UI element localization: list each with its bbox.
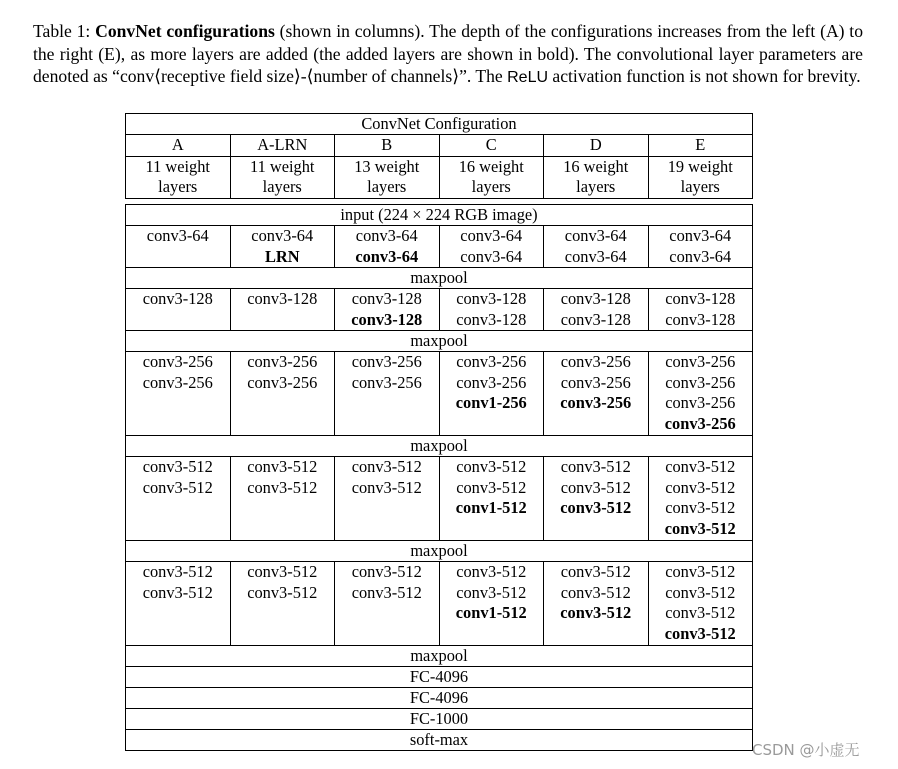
config-name-a-lrn: A-LRN (230, 135, 335, 157)
config-depth-d (544, 156, 649, 198)
layer-label: conv3-512 (665, 582, 736, 602)
layer-label: conv3-128 (665, 289, 736, 308)
fc-row: FC-1000 (126, 709, 753, 730)
block-cell (439, 289, 544, 331)
caption-title: ConvNet configurations (95, 21, 275, 41)
layer-label: conv3-64 (251, 226, 314, 245)
fc-row: FC-4096 (126, 688, 753, 709)
conv-block-2 (126, 289, 753, 331)
layer-label: conv3-512 (560, 603, 632, 622)
layer-label: conv3-128 (665, 309, 736, 329)
layer-label: conv3-256 (456, 352, 527, 371)
layer-label: conv1-512 (455, 603, 527, 622)
layer-label: conv3-512 (665, 603, 736, 622)
layer-label: conv3-512 (665, 477, 736, 497)
config-name-b: B (335, 135, 440, 157)
depth-unit: layers (367, 177, 407, 196)
input-row: input (224 × 224 RGB image) (126, 205, 753, 226)
layer-label: conv3-512 (142, 582, 213, 602)
block-cell (648, 226, 753, 268)
layer-label: conv3-128 (351, 289, 422, 308)
config-body-table (125, 204, 753, 751)
config-depth-a-lrn (230, 156, 335, 198)
block-cell (648, 289, 753, 331)
block-cell (126, 226, 231, 268)
layer-label: conv3-128 (560, 309, 631, 329)
layer-label: conv3-256 (665, 393, 736, 412)
layer-label: conv3-256 (247, 352, 318, 371)
config-name-e: E (648, 135, 753, 157)
block-cell (648, 457, 753, 541)
block-cell (335, 562, 440, 646)
maxpool-row: maxpool (126, 436, 753, 457)
layer-label: conv3-512 (142, 562, 213, 581)
layer-label: conv3-512 (351, 477, 422, 497)
layer-label: conv3-64 (460, 246, 523, 266)
layer-label: conv3-512 (247, 582, 318, 602)
layer-label: conv3-512 (351, 582, 422, 602)
layer-label: conv3-256 (142, 352, 213, 371)
depth-unit: layers (576, 177, 616, 196)
depth-unit: layers (158, 177, 198, 196)
layer-label: conv3-128 (456, 309, 527, 329)
block-cell (544, 352, 649, 436)
layer-label: conv3-256 (665, 372, 736, 392)
layer-label: conv3-512 (665, 457, 736, 476)
maxpool-row: maxpool (126, 646, 753, 667)
config-depth-c (439, 156, 544, 198)
layer-label: conv3-64 (669, 246, 732, 266)
block-cell (439, 352, 544, 436)
layer-label: conv3-512 (247, 477, 318, 497)
block-cell (648, 352, 753, 436)
layer-label: conv3-512 (664, 623, 736, 643)
maxpool-row: maxpool (126, 268, 753, 289)
layer-label: conv3-256 (665, 352, 736, 371)
layer-label: conv3-256 (142, 372, 213, 392)
caption-label: Table 1: (33, 21, 91, 41)
conv-block-4 (126, 457, 753, 541)
config-depth-e (648, 156, 753, 198)
config-name-a: A (126, 135, 231, 157)
layer-label: conv3-512 (351, 457, 422, 476)
layer-label: conv3-512 (142, 477, 213, 497)
block-cell (439, 562, 544, 646)
layer-label: conv3-64 (564, 226, 627, 245)
block-cell (335, 289, 440, 331)
layer-label: conv3-64 (355, 226, 418, 245)
layer-label: conv3-128 (247, 289, 318, 308)
layer-label: conv3-512 (351, 562, 422, 581)
layer-label: conv3-256 (247, 372, 318, 392)
table-caption (33, 20, 863, 90)
maxpool-row: maxpool (126, 331, 753, 352)
layer-label: conv3-512 (456, 562, 527, 581)
caption-text-2: activation function is not shown for brevity. (548, 66, 861, 86)
block-cell (126, 457, 231, 541)
block-cell (544, 289, 649, 331)
layer-label: conv3-256 (351, 352, 422, 371)
block-cell (230, 457, 335, 541)
block-cell (126, 289, 231, 331)
layer-label: conv3-512 (560, 562, 631, 581)
depth-count: 11 weight (250, 156, 315, 176)
layer-label: conv3-64 (146, 226, 209, 245)
layer-label: conv3-256 (560, 372, 631, 392)
layer-label: conv3-512 (560, 477, 631, 497)
depth-unit: layers (262, 177, 302, 196)
layer-label: conv3-512 (456, 477, 527, 497)
block-cell (335, 352, 440, 436)
layer-label: conv1-512 (455, 498, 527, 517)
table-title: ConvNet Configuration (126, 114, 753, 135)
block-cell (544, 457, 649, 541)
conv-block-5 (126, 562, 753, 646)
block-cell (230, 352, 335, 436)
depth-count: 16 weight (458, 156, 524, 176)
block-cell (439, 457, 544, 541)
layer-label: conv1-256 (455, 393, 527, 412)
caption-relu: ReLU (507, 69, 549, 86)
layer-label: conv3-256 (664, 413, 736, 433)
layer-label: conv3-512 (560, 582, 631, 602)
conv-block-1 (126, 226, 753, 268)
depth-count: 16 weight (563, 156, 629, 176)
layer-label: conv3-64 (460, 226, 523, 245)
layer-label: conv3-512 (142, 457, 213, 476)
layer-label: conv3-512 (456, 457, 527, 476)
layer-label: conv3-256 (456, 372, 527, 392)
depth-unit: layers (680, 177, 720, 196)
layer-label: conv3-512 (247, 562, 318, 581)
config-depth-a (126, 156, 231, 198)
block-cell (544, 226, 649, 268)
layer-label: conv3-512 (247, 457, 318, 476)
layer-label: conv3-128 (142, 289, 213, 308)
config-name-d: D (544, 135, 649, 157)
block-cell (648, 562, 753, 646)
caption-text-1: (shown in columns). The depth of the configurations increases from the left (A) to the right (E), as more layers are added (the added layers are shown in bold). The convolutional layer parameters are denoted as “conv⟨receptive field size⟩-⟨number of channels⟩”. The (33, 21, 863, 86)
block-cell (335, 226, 440, 268)
layer-label: conv3-512 (560, 498, 632, 517)
block-cell (126, 562, 231, 646)
layer-label: conv3-128 (351, 309, 423, 329)
block-cell (335, 457, 440, 541)
layer-label: conv3-64 (564, 246, 627, 266)
layer-label: conv3-256 (560, 393, 632, 412)
block-cell (126, 352, 231, 436)
fc-row: soft-max (126, 730, 753, 751)
layer-label: conv3-128 (456, 289, 527, 308)
depth-unit: layers (471, 177, 511, 196)
block-cell (230, 226, 335, 268)
layer-label: conv3-128 (560, 289, 631, 308)
config-header-table (125, 113, 753, 199)
layer-label: conv3-64 (355, 246, 419, 266)
layer-label: conv3-512 (456, 582, 527, 602)
maxpool-row: maxpool (126, 541, 753, 562)
layer-label: conv3-512 (665, 562, 736, 581)
config-name-c: C (439, 135, 544, 157)
layer-label: conv3-512 (664, 518, 736, 538)
block-cell (230, 289, 335, 331)
block-cell (544, 562, 649, 646)
layer-label: LRN (264, 246, 300, 266)
config-depth-b (335, 156, 440, 198)
layer-label: conv3-512 (560, 457, 631, 476)
layer-label: conv3-512 (665, 498, 736, 517)
block-cell (439, 226, 544, 268)
layer-label: conv3-256 (351, 372, 422, 392)
depth-count: 11 weight (145, 156, 210, 176)
layer-label: conv3-64 (669, 226, 732, 245)
layer-label: conv3-256 (560, 352, 631, 371)
fc-row: FC-4096 (126, 667, 753, 688)
conv-block-3 (126, 352, 753, 436)
block-cell (230, 562, 335, 646)
watermark: CSDN @小虚无 (752, 741, 860, 759)
depth-count: 19 weight (667, 156, 733, 176)
depth-count: 13 weight (354, 156, 420, 176)
